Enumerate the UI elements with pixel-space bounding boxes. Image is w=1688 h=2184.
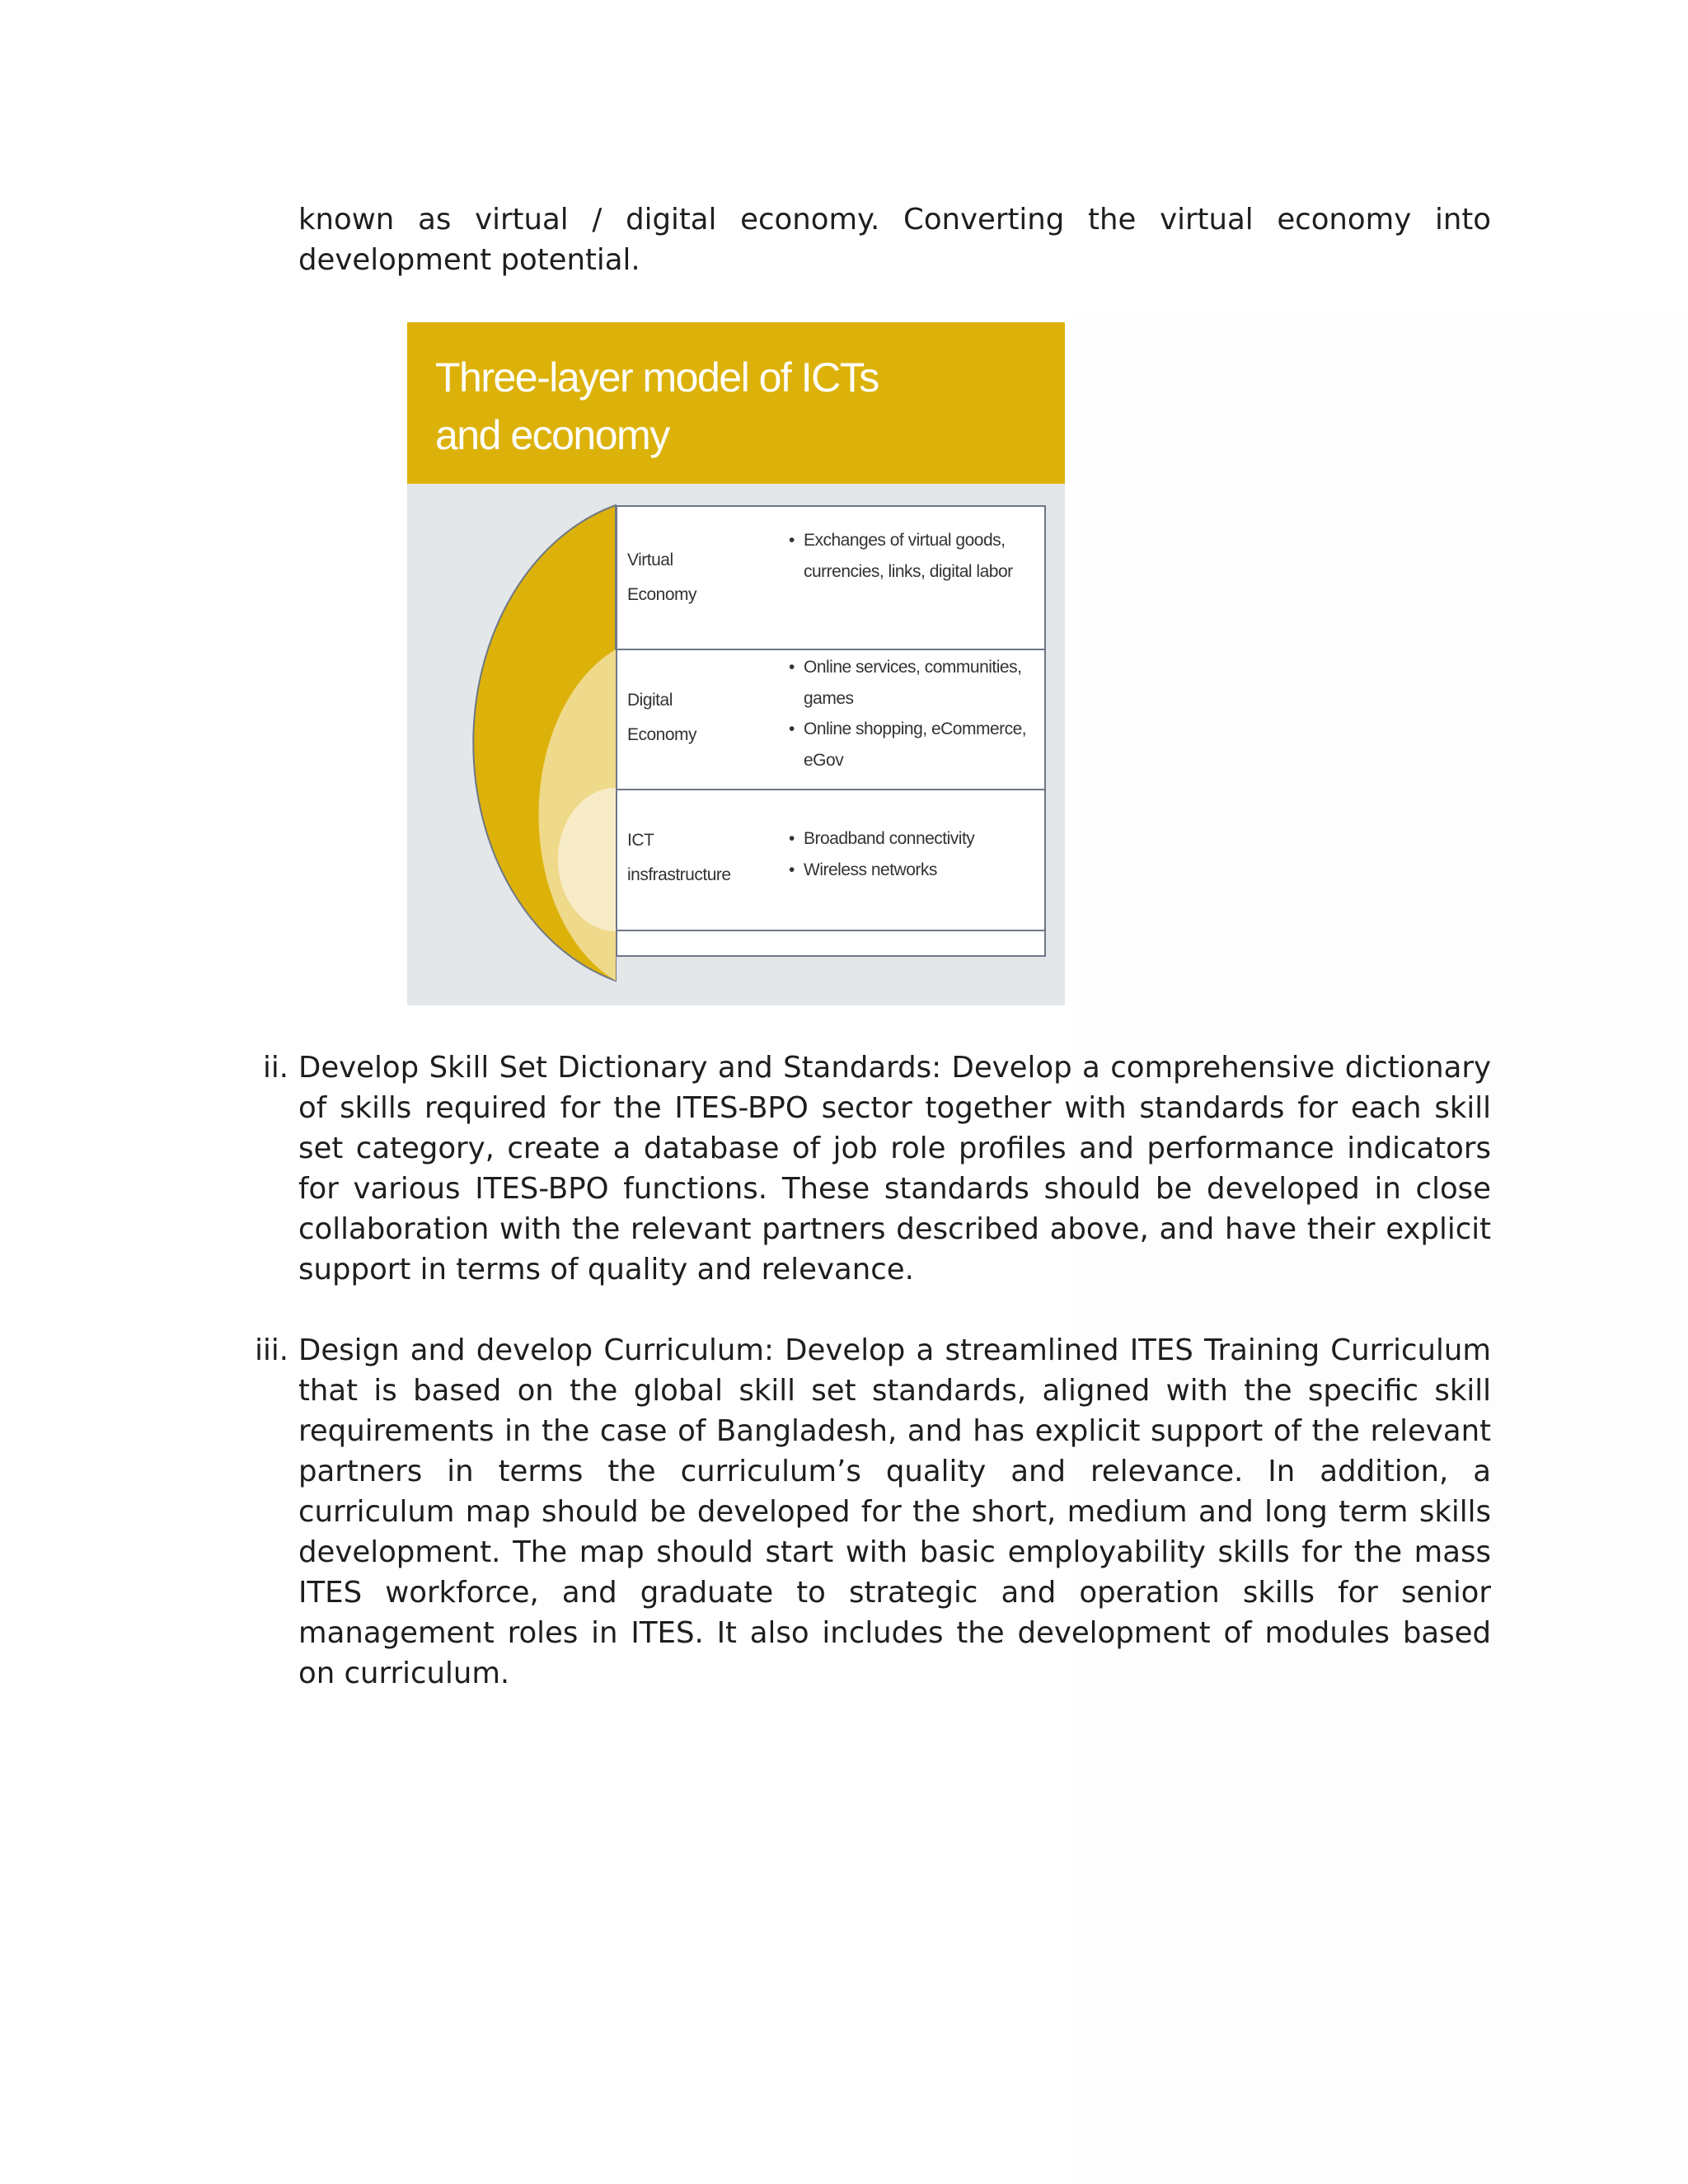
row-divider	[617, 930, 1044, 931]
three-layer-model-figure	[407, 322, 1065, 1005]
layers-table	[616, 505, 1046, 934]
layer-items-digital	[789, 652, 1044, 776]
list-item: • Online services, communities, games	[789, 652, 1044, 714]
list-item: • Exchanges of virtual goods, currencies, links, digital labor	[789, 525, 1044, 587]
intro-paragraph: known as virtual / digital economy. Converting the virtual economy into development potential.	[298, 203, 1491, 277]
list-item: • Online shopping, eCommerce, eGov	[789, 714, 1044, 776]
layer-label-virtual: Virtual Economy	[627, 551, 697, 604]
figure-title-line-2: and economy	[435, 412, 669, 458]
layer-label-digital: Digital Economy	[627, 691, 697, 744]
list-item: • Wireless networks	[789, 855, 1044, 886]
row-divider	[617, 789, 1044, 790]
row-divider	[617, 649, 1044, 650]
list-item-curriculum: Design and develop Curriculum: Develop a streamlined ITES Training Curriculum that is based on the global skill set standards, aligned with the specific skill requirements in the case of Bangladesh, and has explicit support of the relevant partners in terms the curriculum’s quality and relevance. In addition, a curriculum map should be developed for the short, medium and long term skills development. The map should start with basic employability skills for the mass ITES workforce, and graduate to strategic and operation skills for senior management roles in ITES. It also includes the development of modules based on curriculum.	[298, 1333, 1491, 1690]
empty-table-row	[616, 932, 1046, 957]
figure-title-line-1: Three-layer model of ICTs	[435, 354, 879, 401]
layer-items-ict	[789, 823, 1044, 885]
layer-label-ict: ICT insfrastructure	[627, 831, 731, 884]
layer-items-virtual	[789, 525, 1044, 587]
list-item: • Broadband connectivity	[789, 823, 1044, 855]
list-item-skill-dictionary: Develop Skill Set Dictionary and Standards: Develop a comprehensive dictionary of skills required for the ITES-BPO sector together with standards for each skill set category, create a database of job role profiles and performance indicators for various ITES-BPO functions. These standards should be developed in close collaboration with the relevant partners described above, and have their explicit support in terms of quality and relevance.	[298, 1051, 1491, 1286]
list-numeral-ii: ii.	[262, 1051, 288, 1085]
list-numeral-iii: iii.	[255, 1333, 288, 1367]
